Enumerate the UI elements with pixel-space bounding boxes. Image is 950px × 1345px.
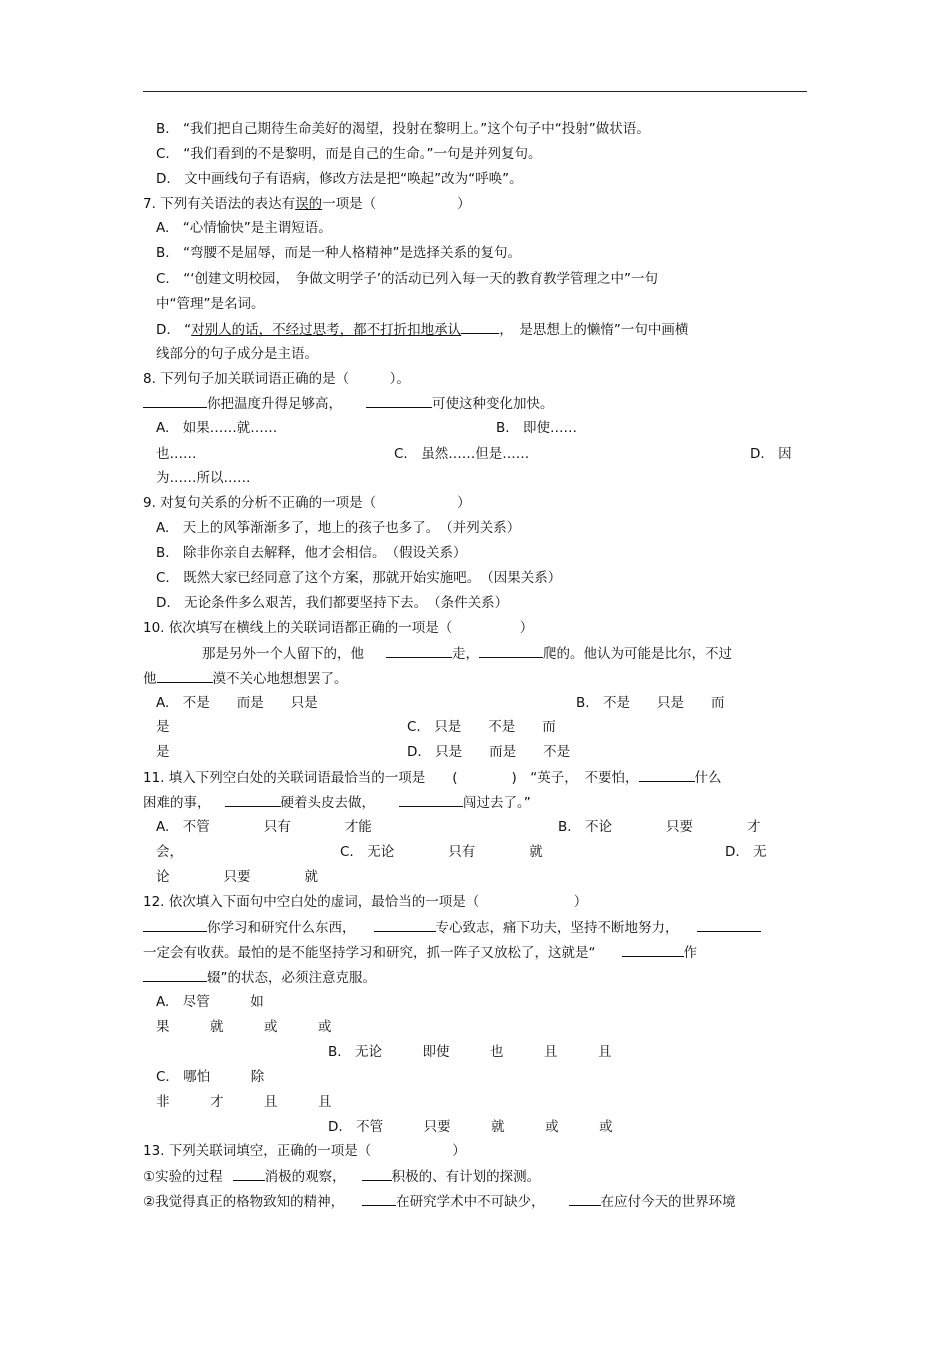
q13-item-1: ①实验的过程 消极的观察， 积极的、有计划的探测。 (143, 1169, 541, 1185)
q7-option-c-cont: 中“管理”是名词。 (156, 296, 265, 312)
q8-option-d-cont: 为……所以…… (156, 470, 251, 486)
q7-stem: 7. 下列有关语法的表达有误的一项是（ ） (143, 196, 471, 212)
q12-option-d: D. 不管 只要 就 或 或 (328, 1119, 613, 1135)
q10-sentence-line1: 那是另外一个人留下的，他 走， 爬的。他认为可能是比尔，不过 (202, 646, 732, 662)
q8-stem: 8. 下列句子加关联词语正确的是（ ）。 (143, 371, 410, 387)
q10-sentence-line2: 他 漠不关心地想想罢了。 (143, 671, 348, 687)
q7-option-c: C. “‘创建文明校园， 争做文明学子’的活动已列入每一天的教育教学管理之中”一句 (156, 271, 659, 287)
q9-option-a: A. 天上的风筝渐渐多了，地上的孩子也多了。 （并列关系） (156, 520, 521, 536)
q7-option-b: B. “弯腰不是屈辱，而是一种人格精神”是选择关系的复句。 (156, 245, 522, 261)
q12-option-c: C. 哪怕 除 (156, 1069, 265, 1085)
q13-item-2: ②我觉得真正的格物致知的精神， 在研究学术中不可缺少， 在应付今天的世界环境 (143, 1194, 736, 1210)
q10-option-b: B. 不是 只是 而 (576, 695, 725, 711)
q10-option-c: C. 只是 不是 而 (407, 719, 556, 735)
q11-stem: 11. 填入下列空白处的关联词语最恰当的一项是 ( ) “英子， 不要怕， 什么 (143, 770, 722, 786)
q6-option-c: C. “我们看到的不是黎明，而是自己的生命。”一句是并列复句。 (156, 146, 542, 162)
q7-option-a: A. “心情愉快”是主谓短语。 (156, 220, 332, 236)
q8-option-c: C. 虽然……但是…… (394, 446, 530, 462)
q12-sentence-line1: 你学习和研究什么东西， 专心致志，痛下功夫，坚持不断地努力， (143, 918, 761, 937)
q9-option-d: D. 无论条件多么艰苦，我们都要坚持下去。 （条件关系） (156, 595, 509, 611)
q12-sentence-line3: 辍”的状态，必须注意克服。 (143, 968, 376, 987)
q12-option-b: B. 无论 即使 也 且 且 (328, 1044, 612, 1060)
q8-sentence: 你把温度升得足够高， 可使这种变化加快。 (143, 394, 554, 413)
q10-option-b-cont: 是 (156, 719, 170, 735)
q12-stem: 12. 依次填入下面句中空白处的虚词，最恰当的一项是（ ） (143, 894, 588, 910)
q10-option-a: A. 不是 而是 只是 (156, 695, 318, 711)
q12-option-c-cont: 非 才 且 且 (156, 1094, 332, 1110)
q8-option-d: D. 因 (750, 446, 792, 462)
q9-option-b: B. 除非你亲自去解释，他才会相信。 （假设关系） (156, 545, 467, 561)
q9-option-c: C. 既然大家已经同意了这个方案，那就开始实施吧。 （因果关系） (156, 570, 562, 586)
q10-stem: 10. 依次填写在横线上的关联词语都正确的一项是（ ） (143, 620, 534, 636)
q11-option-c: C. 无论 只有 就 (340, 844, 543, 860)
q8-option-a: A. 如果……就…… (156, 420, 278, 436)
q11-sentence: 困难的事， 硬着头皮去做， 闯过去了。” (143, 795, 531, 811)
q6-option-d: D. 文中画线句子有语病，修改方法是把“唤起”改为“呼唤”。 (156, 171, 523, 187)
q11-option-a: A. 不管 只有 才能 (156, 819, 372, 835)
q11-option-b-cont: 会， (156, 844, 183, 860)
q7-option-d: D. “对别人的话，不经过思考，都不打折扣地承认 ， 是思想上的懒惰”一句中画横 (156, 322, 689, 338)
q10-option-d: D. 只是 而是 不是 (407, 744, 571, 760)
q8-option-b-cont: 也…… (156, 446, 197, 462)
q8-option-b: B. 即使…… (496, 420, 578, 436)
q12-option-a-cont: 果 就 或 或 (156, 1019, 332, 1035)
q11-option-d-cont: 论 只要 就 (156, 869, 318, 885)
q12-sentence-line2: 一定会有收获。最怕的是不能坚持学习和研究，抓一阵子又放松了，这就是“ 作 (143, 945, 697, 961)
header-rule (143, 91, 807, 92)
q6-option-b: B. “我们把自己期待生命美好的渴望，投射在黎明上。”这个句子中“投射”做状语。 (156, 121, 650, 137)
q11-option-d: D. 无 (725, 844, 767, 860)
q12-option-a: A. 尽管 如 (156, 994, 264, 1010)
q11-option-b: B. 不论 只要 才 (558, 819, 761, 835)
q7-option-d-cont: 线部分的句子成分是主语。 (156, 346, 318, 362)
q13-stem: 13. 下列关联词填空，正确的一项是（ ） (143, 1143, 466, 1159)
q9-stem: 9. 对复句关系的分析不正确的一项是（ ） (143, 495, 471, 511)
q10-option-c-cont: 是 (156, 744, 170, 760)
